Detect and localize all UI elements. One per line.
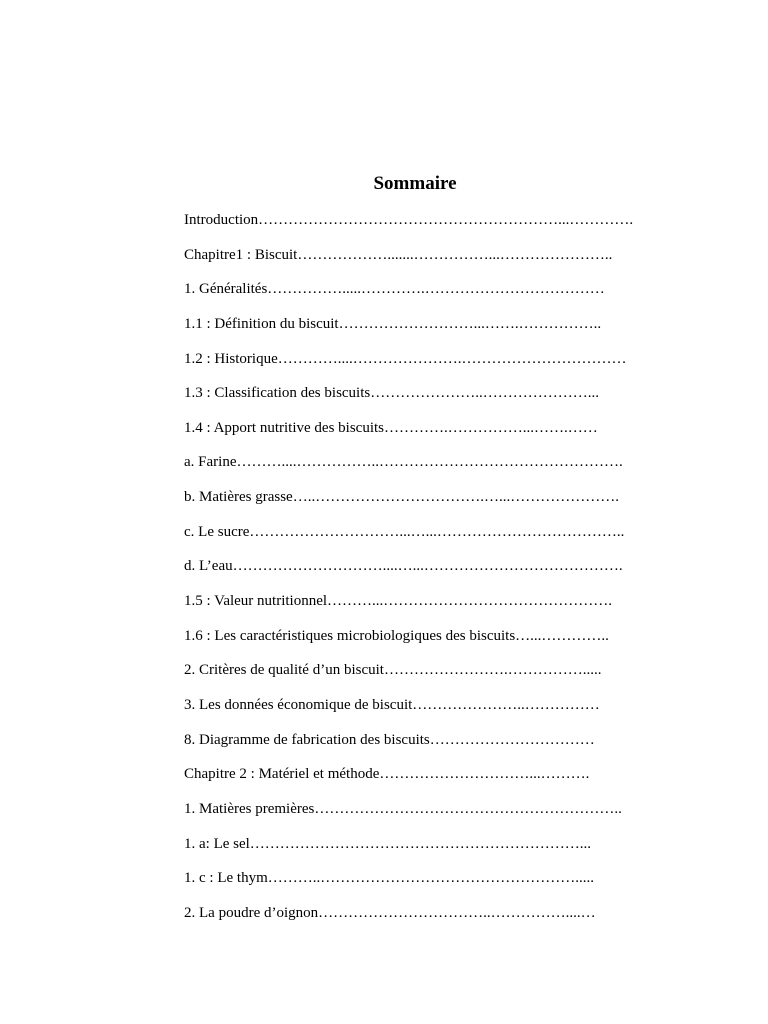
toc-entry: d. L’eau…………………………....…...…………………………………. [184,558,623,575]
toc-entry: 1.3 : Classification des biscuits…………………..…………………... [184,385,599,402]
table-of-contents [184,208,678,935]
toc-entry: 1.1 : Définition du biscuit………………………...…….…………….. [184,315,602,332]
toc-entry: 8. Diagramme de fabrication des biscuits…………………………… [184,731,595,748]
toc-entry: Introduction……………………………………………………...…………. [184,212,634,228]
toc-entry: 1. a: Le sel…………………………………………………………... [184,835,592,852]
toc-entry: a. Farine………....……………..…………………………………………. [184,454,623,471]
toc-entry: 1. Généralités…………….....………….……………………………… [184,281,605,298]
toc-entry: 1.5 : Valeur nutritionnel………...………………………………………. [184,593,613,610]
toc-entry: 1.4 : Apport nutritive des biscuits………….……………...…….…… [184,419,598,436]
toc-entry: 1. Matières premières…………………………………………………….. [184,800,622,817]
toc-entry: b. Matières grasse…..…………………………….…...…………………. [184,489,619,506]
toc-entry: Chapitre1 : Biscuit……………….......……………...………………….. [184,246,613,263]
toc-entry: 1.2 : Historique…………....………………….…………………………… [184,350,627,367]
toc-entry: 1. c : Le thym………..……………………………………………..... [184,870,594,887]
toc-entry: 2. La poudre d’oignon……………………………..……………....… [184,904,596,921]
toc-entry: 1.6 : Les caractéristiques microbiologiques des biscuits…...………….. [184,627,609,644]
page-title: Sommaire [373,173,457,194]
toc-entry: Chapitre 2 : Matériel et méthode…………………………...………. [184,766,590,783]
toc-entry: 3. Les données économique de biscuit…………………..…………… [184,696,600,713]
toc-entry: 2. Critères de qualité d’un biscuit…………………….……………..... [184,662,602,679]
toc-entry: c. Le sucre…………………………...…...……………………………….. [184,523,625,540]
